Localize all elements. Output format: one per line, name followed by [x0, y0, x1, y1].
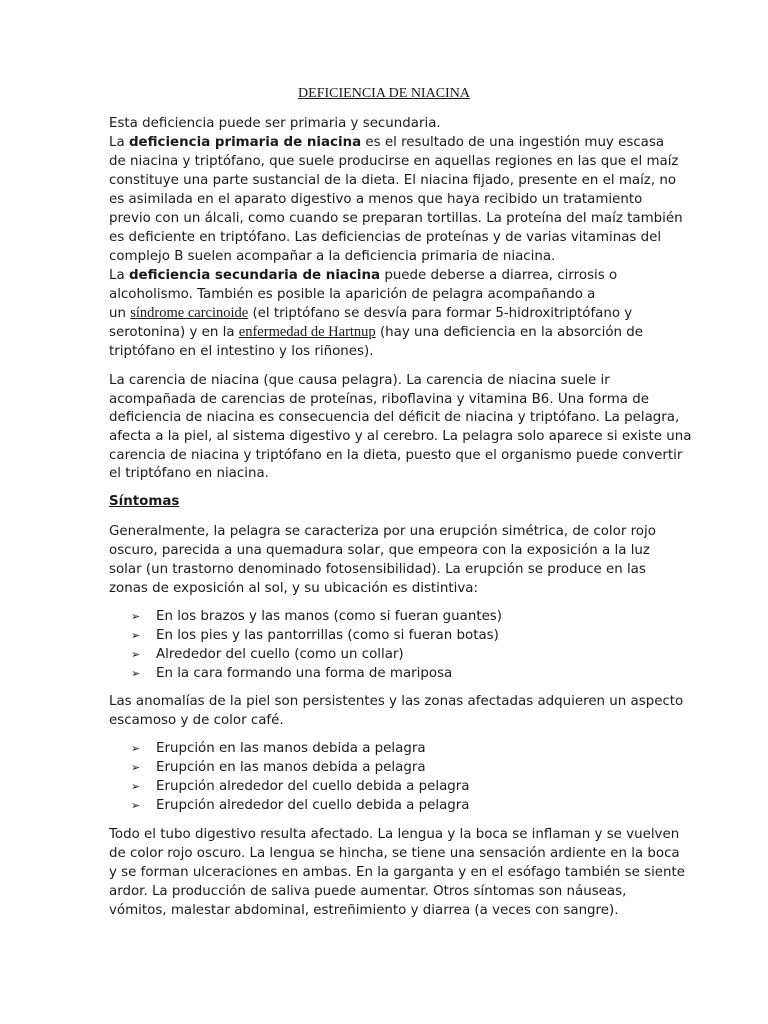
digestivo-paragraph	[109, 825, 686, 920]
text-line: alcoholismo. También es posible la aparición de pelagra acompañando a	[109, 287, 596, 302]
text-line: previo con un álcali, como cuando se preparan tortillas. La proteína del maíz también	[109, 211, 683, 226]
text-run: (el triptófano se desvía para formar 5-hidroxitriptófano y	[248, 306, 633, 321]
list-item	[131, 777, 671, 796]
text-run: serotonina) y en la	[109, 325, 239, 340]
intro-paragraph	[109, 114, 683, 361]
text-line: solar (un trastorno denominado fotosensibilidad). La erupción se produce en las	[109, 562, 646, 577]
list-item-text: En los pies y las pantorrillas (como si fueran botas)	[156, 628, 499, 643]
list-item-text: En los brazos y las manos (como si fueran guantes)	[156, 609, 503, 624]
sintomas-paragraph	[109, 522, 669, 598]
text-run: (hay una deficiencia en la absorción de	[375, 325, 644, 340]
text-line: acompañada de carencias de proteínas, riboflavina y vitamina B6. Una forma de	[109, 391, 650, 407]
bullet-list-images	[131, 739, 671, 815]
bullet-list-locations	[131, 607, 671, 683]
arrow-bullet-icon: ➢	[131, 610, 141, 623]
text-line: vómitos, malestar abdominal, estreñimiento y diarrea (a veces con sangre).	[109, 903, 619, 918]
list-item	[131, 739, 671, 758]
text-line: oscuro, parecida a una quemadura solar, que empeora con la exposición a la luz	[109, 543, 650, 558]
text-line: escamoso y de color café.	[109, 713, 284, 728]
carencia-paragraph	[109, 372, 692, 484]
list-item	[131, 664, 671, 683]
text-line: constituye una parte sustancial de la dieta. El niacina fijado, presente en el maíz, no	[109, 173, 677, 188]
text-run: puede deberse a diarrea, cirrosis o	[380, 268, 618, 283]
list-item	[131, 607, 671, 626]
text-line: Generalmente, la pelagra se caracteriza por una erupción simétrica, de color rojo	[109, 524, 656, 539]
arrow-bullet-icon: ➢	[131, 780, 141, 793]
anomalias-paragraph	[109, 692, 684, 730]
arrow-bullet-icon: ➢	[131, 742, 141, 755]
text-line: carencia de niacina y triptófano en la dieta, puesto que el organismo puede convertir	[109, 447, 683, 463]
arrow-bullet-icon: ➢	[131, 629, 141, 642]
text-line: Todo el tubo digestivo resulta afectado. La lengua y la boca se inflaman y se vuelven	[109, 827, 680, 842]
list-item-text: Erupción en las manos debida a pelagra	[156, 760, 426, 775]
list-item	[131, 758, 671, 777]
text-line: es deficiente en triptófano. Las deficiencias de proteínas y de varias vitaminas del	[109, 230, 662, 245]
arrow-bullet-icon: ➢	[131, 667, 141, 680]
text-line: afecta a la piel, al sistema digestivo y al cerebro. La pelagra solo aparece si existe una	[109, 429, 692, 445]
list-item	[131, 796, 671, 815]
bold-term-primary: deficiencia primaria de niacina	[128, 135, 362, 150]
arrow-bullet-icon: ➢	[131, 799, 141, 812]
bold-term-secondary: deficiencia secundaria de niacina	[128, 268, 381, 283]
text-line: de color rojo oscuro. La lengua se hincha, se tiene una sensación ardiente en la boca	[109, 846, 680, 861]
text-run: La	[109, 268, 129, 283]
text-line: Las anomalías de la piel son persistentes y las zonas afectadas adquieren un aspecto	[109, 694, 684, 709]
text-line: deficiencia de niacina es consecuencia del déficit de niacina y triptófano. La pelagra,	[109, 410, 680, 426]
text-line: complejo B suelen acompañar a la deficiencia primaria de niacina.	[109, 249, 556, 264]
list-item	[131, 626, 671, 645]
list-item-text: Erupción alrededor del cuello debida a pelagra	[156, 798, 470, 813]
text-line	[109, 323, 669, 342]
text-line: Esta deficiencia puede ser primaria y secundaria.	[109, 116, 441, 131]
text-line: zonas de exposición al sol, y su ubicación es distintiva:	[109, 581, 478, 596]
link-sindrome-carcinoide[interactable]: síndrome carcinoide	[130, 305, 249, 321]
arrow-bullet-icon: ➢	[131, 648, 141, 661]
text-line	[109, 133, 669, 152]
text-line	[109, 266, 669, 285]
text-line: y se forman ulceraciones en ambas. En la garganta y en el esófago también se siente	[109, 865, 686, 880]
list-item-text: Erupción alrededor del cuello debida a pelagra	[156, 779, 470, 794]
list-item-text: Erupción en las manos debida a pelagra	[156, 741, 426, 756]
text-run: un	[109, 306, 131, 321]
text-line	[109, 304, 669, 323]
text-run: es el resultado de una ingestión muy escasa	[361, 135, 665, 150]
document-title: DEFICIENCIA DE NIACINA	[298, 86, 470, 101]
text-line: el triptófano en niacina.	[109, 466, 269, 482]
text-line: triptófano en el intestino y los riñones).	[109, 344, 374, 359]
text-line: La carencia de niacina (que causa pelagra). La carencia de niacina suele ir	[109, 373, 610, 388]
text-line: de niacina y triptófano, que suele producirse en aquellas regiones en las que el maíz	[109, 154, 679, 169]
text-line: ardor. La producción de saliva puede aumentar. Otros síntomas son náuseas,	[109, 884, 627, 899]
list-item	[131, 645, 671, 664]
arrow-bullet-icon: ➢	[131, 761, 141, 774]
text-run: La	[109, 135, 129, 150]
list-item-text: En la cara formando una forma de mariposa	[156, 666, 453, 681]
text-line: es asimilada en el aparato digestivo a menos que haya recibido un tratamiento	[109, 192, 643, 207]
section-heading-sintomas: Síntomas	[109, 494, 180, 509]
list-item-text: Alrededor del cuello (como un collar)	[156, 647, 404, 662]
link-enfermedad-hartnup[interactable]: enfermedad de Hartnup	[238, 324, 376, 340]
